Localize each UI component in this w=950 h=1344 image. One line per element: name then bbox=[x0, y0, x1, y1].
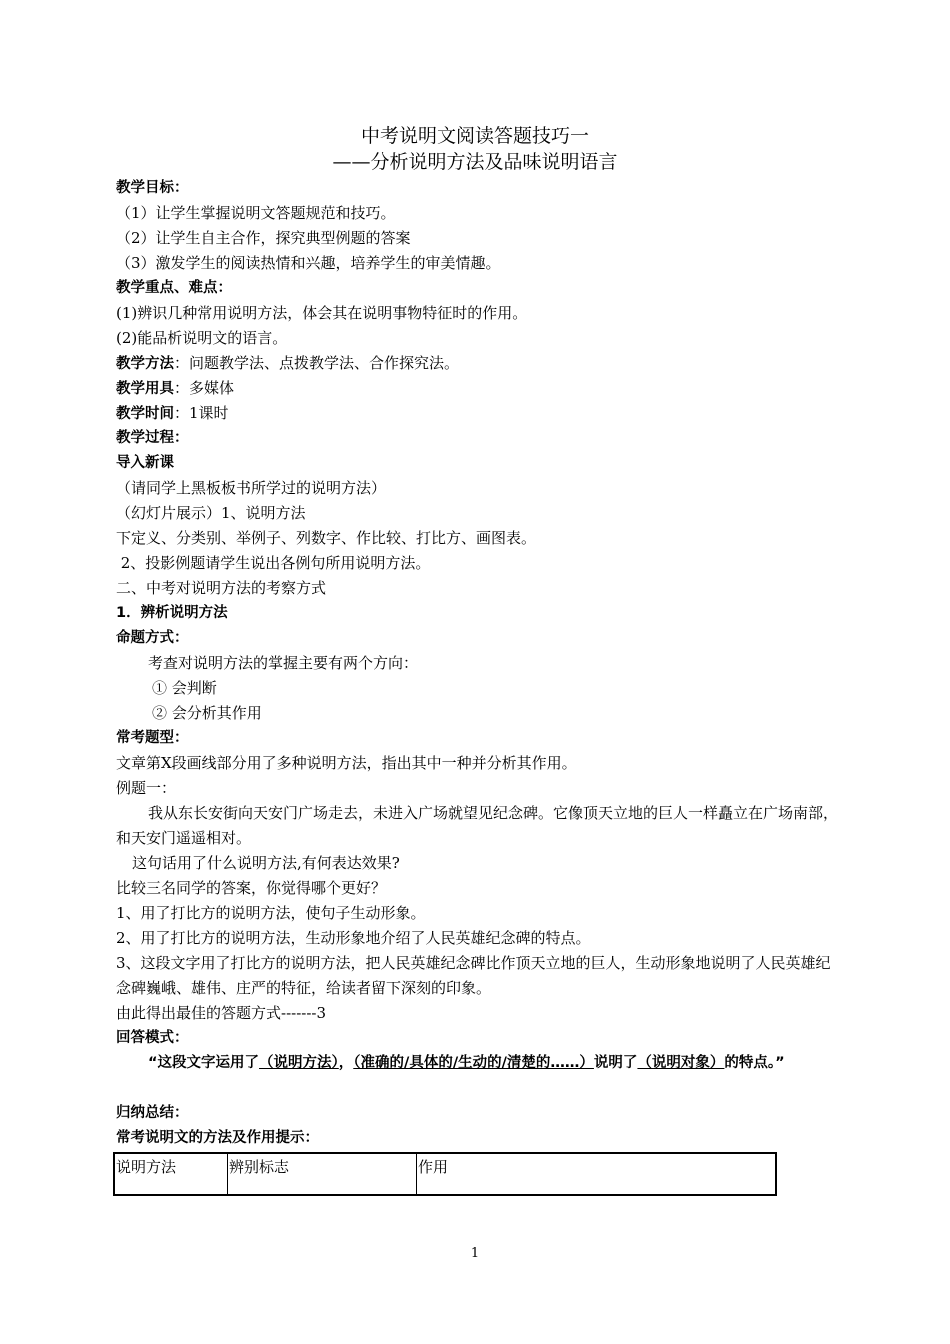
key-point-item: (2)能品析说明文的语言。 bbox=[116, 329, 288, 347]
table-header-cell: 说明方法 bbox=[114, 1153, 228, 1195]
intro-heading: 导入新课 bbox=[116, 455, 174, 471]
example-text: 我从东长安街向天安门广场走去，未进入广场就望见纪念碑。它像顶天立地的巨人一样矗立在广场南部，和天安门遥遥相对。 bbox=[116, 804, 839, 847]
conclusion-text: 由此得出最佳的答题方式-------3 bbox=[116, 1004, 327, 1022]
intro-line: （幻灯片展示）1、说明方法 bbox=[116, 504, 306, 522]
objective-item: （3）激发学生的阅读热情和兴趣，培养学生的审美情趣。 bbox=[116, 254, 501, 272]
section1-heading: 1．辨析说明方法 bbox=[116, 605, 228, 621]
direction-item: ① 会判断 bbox=[152, 679, 217, 697]
table-header-row bbox=[114, 1153, 776, 1195]
question-type-heading: 命题方式： bbox=[116, 630, 189, 646]
teaching-time-label: 教学时间 bbox=[116, 406, 174, 422]
intro-line: 2、投影例题请学生说出各例句所用说明方法。 bbox=[116, 554, 431, 572]
objectives-heading: 教学目标： bbox=[116, 180, 189, 196]
common-type-text: 文章第X段画线部分用了多种说明方法，指出其中一种并分析其作用。 bbox=[116, 754, 577, 772]
document-body bbox=[116, 176, 838, 1196]
common-type-heading: 常考题型： bbox=[116, 730, 189, 746]
answer-mode-heading: 回答模式： bbox=[116, 1030, 189, 1046]
answer-mode-part: 说明了 bbox=[593, 1055, 638, 1071]
direction-item: ② 会分析其作用 bbox=[152, 704, 262, 722]
intro-line: 二、中考对说明方法的考察方式 bbox=[116, 579, 327, 597]
page-number: 1 bbox=[470, 1246, 480, 1261]
answer-mode-part: “这段文字运用了 bbox=[148, 1055, 260, 1071]
question-type-text: 考查对说明方法的掌握主要有两个方向： bbox=[148, 654, 419, 672]
answer-option: 3、这段文字用了打比方的说明方法，把人民英雄纪念碑比作顶天立地的巨人，生动形象地说明了人民英雄纪念碑巍峨、雄伟、庄严的特征，给读者留下深刻的印象。 bbox=[116, 954, 831, 997]
table-header-cell: 作用 bbox=[417, 1153, 777, 1195]
example-question: 这句话用了什么说明方法,有何表达效果? bbox=[132, 854, 400, 872]
objective-item: （2）让学生自主合作，探究典型例题的答案 bbox=[116, 229, 411, 247]
answer-mode-template bbox=[116, 1051, 838, 1076]
answer-option: 2、用了打比方的说明方法，生动形象地介绍了人民英雄纪念碑的特点。 bbox=[116, 929, 591, 947]
table-heading: 常考说明文的方法及作用提示： bbox=[116, 1130, 319, 1146]
teaching-time-value: ：1课时 bbox=[174, 404, 229, 422]
answer-mode-part: 的特点。” bbox=[724, 1055, 785, 1071]
answer-mode-part: ， bbox=[338, 1055, 354, 1071]
intro-line: 下定义、分类别、举例子、列数字、作比较、打比方、画图表。 bbox=[116, 529, 537, 547]
document-title: 中考说明文阅读答题技巧一 bbox=[360, 125, 589, 147]
key-points-heading: 教学重点、难点： bbox=[116, 280, 232, 296]
intro-line: （请同学上黑板板书所学过的说明方法） bbox=[116, 479, 387, 497]
example-label: 例题一： bbox=[116, 779, 177, 797]
summary-heading: 归纳总结： bbox=[116, 1105, 189, 1121]
teaching-time bbox=[116, 401, 838, 426]
answer-option: 1、用了打比方的说明方法，使句子生动形象。 bbox=[116, 904, 426, 922]
answer-mode-blank-quality: （准确的/具体的/生动的/清楚的……） bbox=[353, 1055, 594, 1071]
table-header-cell: 辨别标志 bbox=[228, 1153, 417, 1195]
objective-item: （1）让学生掌握说明文答题规范和技巧。 bbox=[116, 204, 396, 222]
teaching-method bbox=[116, 351, 838, 376]
answer-mode-blank-object: （说明对象） bbox=[637, 1055, 725, 1071]
methods-table bbox=[113, 1152, 777, 1196]
document-subtitle: ——分析说明方法及品味说明语言 bbox=[332, 151, 618, 173]
teaching-method-value: ：问题教学法、点拨教学法、合作探究法。 bbox=[174, 354, 460, 372]
teaching-tools bbox=[116, 376, 838, 401]
teaching-tools-label: 教学用具 bbox=[116, 381, 174, 397]
teaching-tools-value: ：多媒体 bbox=[174, 379, 235, 397]
teaching-method-label: 教学方法 bbox=[116, 356, 174, 372]
process-heading: 教学过程： bbox=[116, 430, 189, 446]
key-point-item: (1)辨识几种常用说明方法，体会其在说明事物特征时的作用。 bbox=[116, 304, 528, 322]
spacer bbox=[116, 1076, 838, 1101]
compare-text: 比较三名同学的答案，你觉得哪个更好？ bbox=[116, 879, 387, 897]
answer-mode-blank-method: （说明方法） bbox=[259, 1055, 339, 1071]
